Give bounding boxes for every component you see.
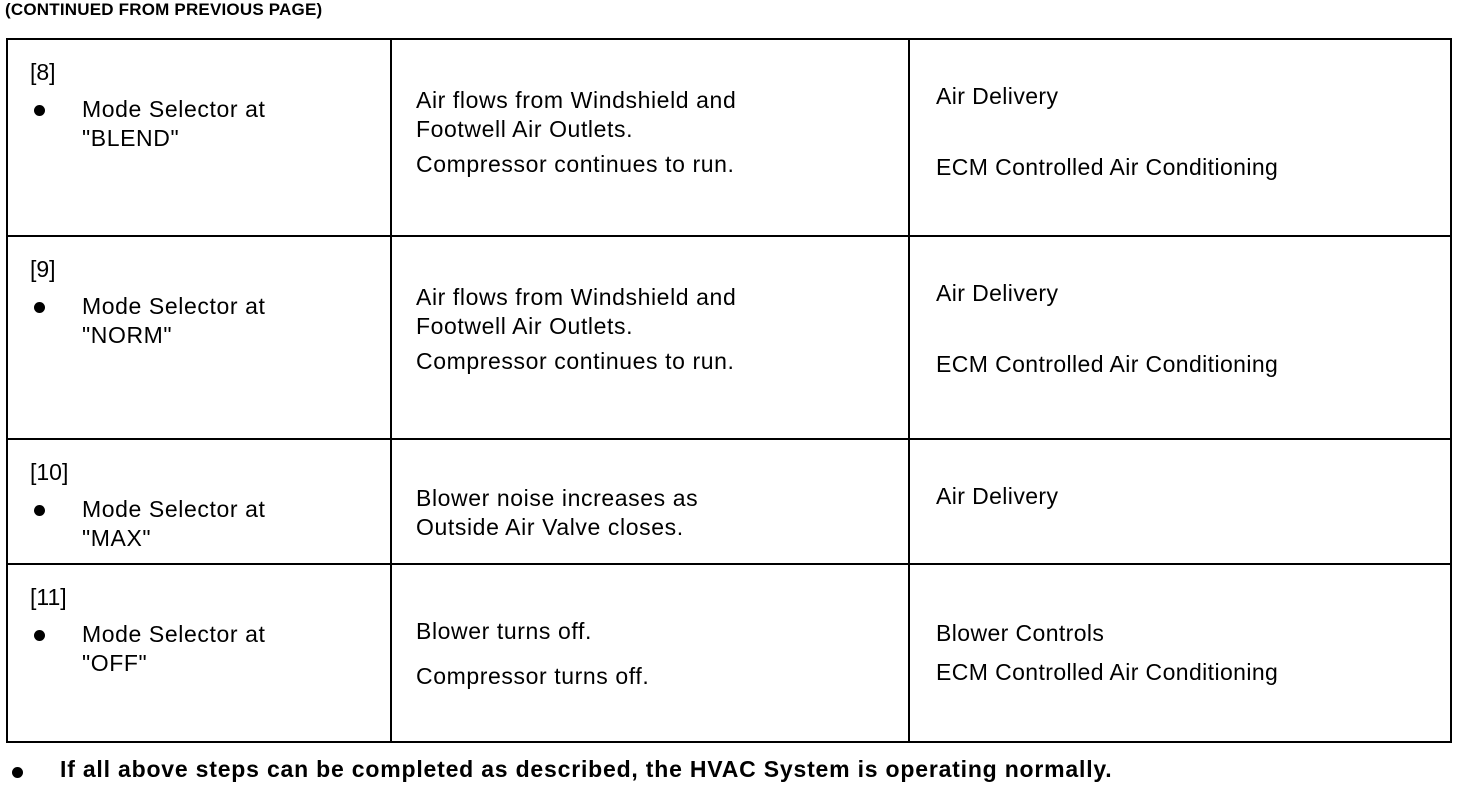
footer-note (8, 756, 1112, 783)
setting-text: "OFF" (82, 649, 148, 676)
result-cell (391, 39, 909, 236)
action-text: Mode Selector at (82, 620, 266, 647)
step-cell (7, 439, 391, 564)
setting-text: "BLEND" (82, 124, 180, 151)
reference-item: ECM Controlled Air Conditioning (936, 350, 1279, 377)
action-text: Mode Selector at (82, 95, 266, 122)
step-action (30, 495, 390, 553)
continued-header: (CONTINUED FROM PREVIOUS PAGE) (5, 0, 323, 19)
footer-text: If all above steps can be completed as described, the HVAC System is operating normally. (60, 756, 1113, 782)
table-row (7, 439, 1451, 564)
reference-cell (909, 236, 1451, 439)
reference-item: ECM Controlled Air Conditioning (936, 153, 1279, 180)
step-number: [11] (30, 584, 67, 610)
result-text: Blower turns off. (416, 618, 592, 644)
bullet-icon (34, 630, 45, 641)
reference-cell (909, 564, 1451, 742)
step-action (30, 95, 390, 153)
bullet-icon (34, 505, 45, 516)
result-text: Air flows from Windshield and Footwell Air Outlets. (416, 284, 737, 339)
reference-cell (909, 439, 1451, 564)
step-cell (7, 39, 391, 236)
reference-item: ECM Controlled Air Conditioning (936, 658, 1279, 685)
reference-item: Blower Controls (936, 620, 1105, 646)
table-row (7, 564, 1451, 742)
result-text: Compressor turns off. (416, 662, 650, 689)
procedure-table (6, 38, 1452, 743)
table-row (7, 236, 1451, 439)
result-text: Air flows from Windshield and Footwell Air Outlets. (416, 87, 737, 142)
result-cell (391, 564, 909, 742)
result-cell (391, 439, 909, 564)
action-text: Mode Selector at (82, 292, 266, 319)
result-text: Compressor continues to run. (416, 150, 735, 177)
reference-item: Air Delivery (936, 280, 1059, 306)
result-text: Blower noise increases as Outside Air Valve closes. (416, 485, 699, 540)
result-cell (391, 236, 909, 439)
step-action (30, 292, 390, 350)
table-row (7, 39, 1451, 236)
step-number: [8] (30, 59, 56, 85)
reference-cell (909, 39, 1451, 236)
step-cell (7, 564, 391, 742)
bullet-icon (34, 105, 45, 116)
step-number: [9] (30, 256, 56, 282)
reference-item: Air Delivery (936, 83, 1059, 109)
step-cell (7, 236, 391, 439)
bullet-icon (12, 767, 23, 778)
step-action (30, 620, 390, 678)
step-number: [10] (30, 459, 69, 485)
result-text: Compressor continues to run. (416, 347, 735, 374)
setting-text: "NORM" (82, 321, 173, 348)
action-text: Mode Selector at (82, 495, 266, 522)
bullet-icon (34, 302, 45, 313)
setting-text: "MAX" (82, 524, 152, 551)
reference-item: Air Delivery (936, 483, 1059, 509)
